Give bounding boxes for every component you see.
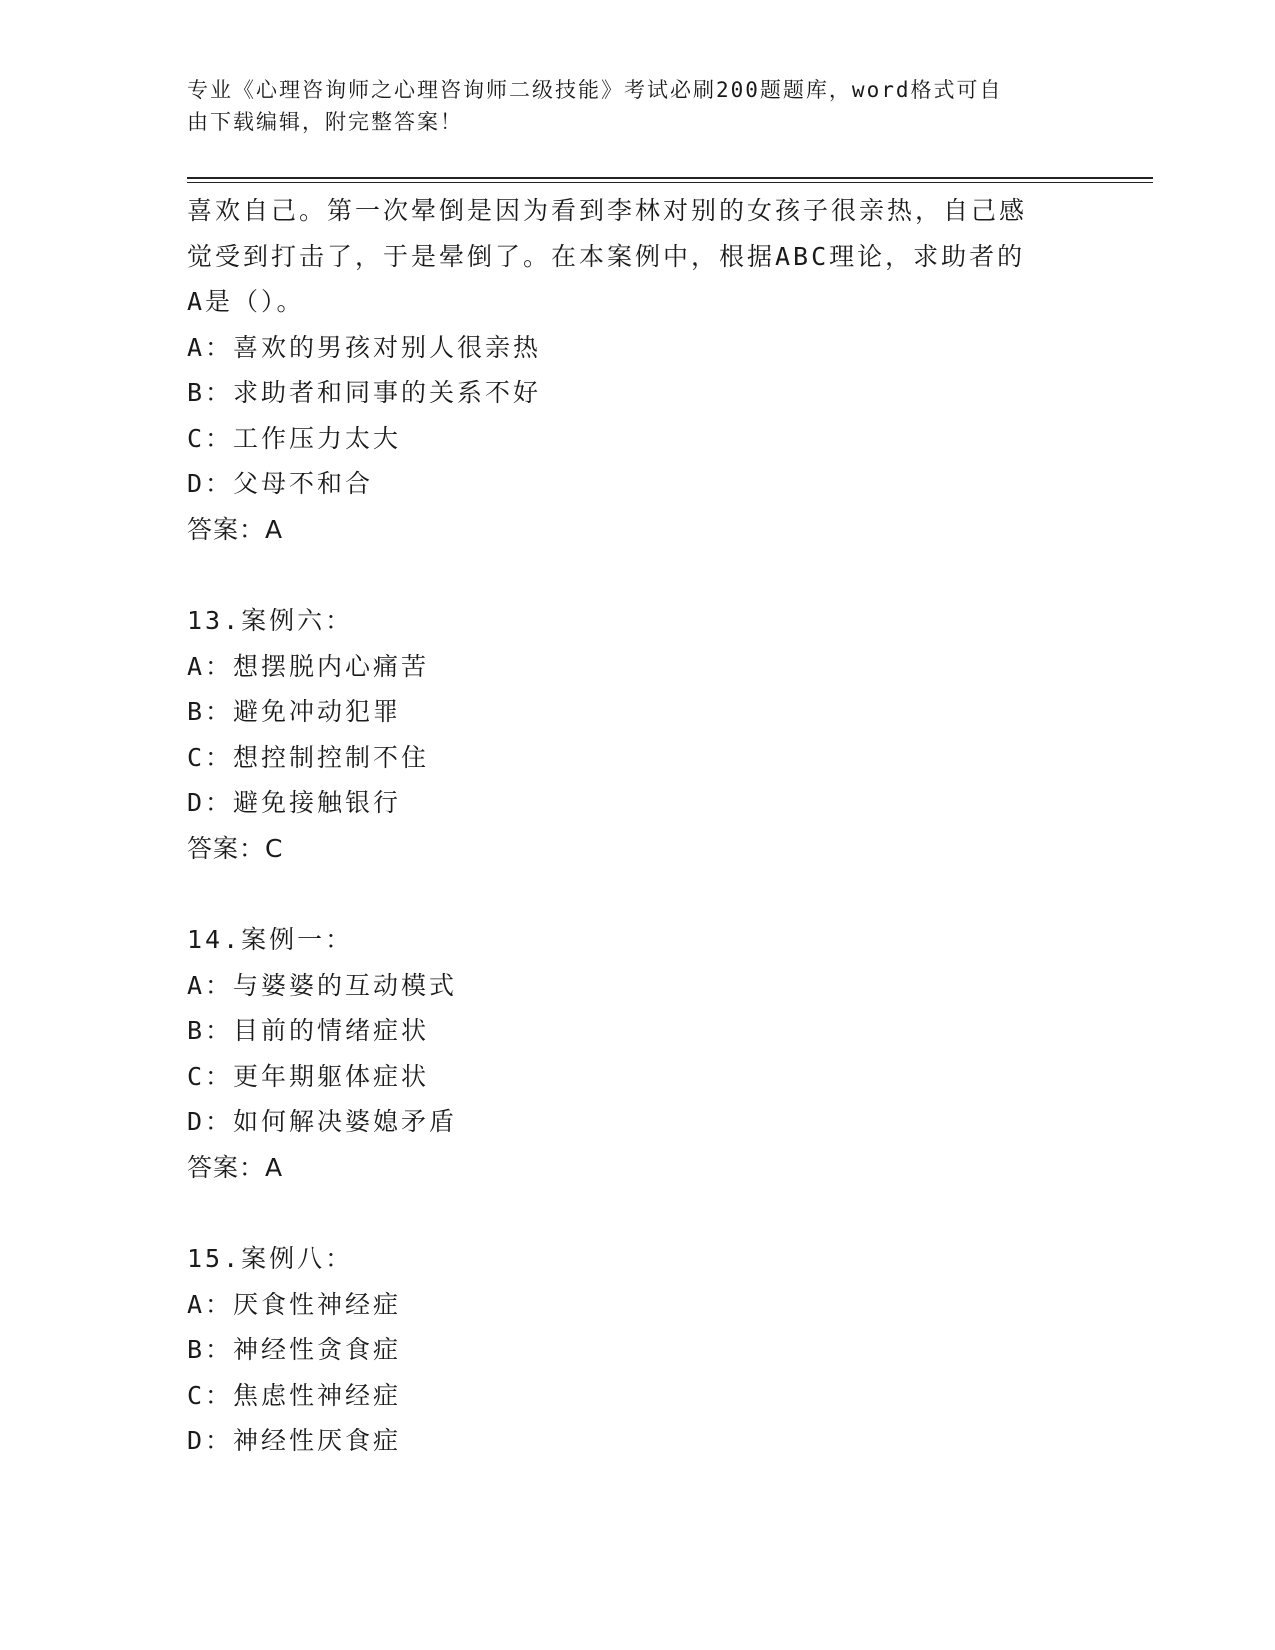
question-14 xyxy=(187,917,1087,1190)
header-line-1: 专业《心理咨询师之心理咨询师二级技能》考试必刷200题题库，word格式可自 xyxy=(187,78,1003,102)
option-b: B：避免冲动犯罪 xyxy=(187,697,402,726)
option-c: C：工作压力太大 xyxy=(187,423,402,453)
spacer xyxy=(187,871,1087,917)
question-title: 15.案例八： xyxy=(187,1244,354,1273)
answer-label: 答案：A xyxy=(187,1152,284,1182)
option-d: D：避免接触银行 xyxy=(187,788,402,817)
option-a: A：想摆脱内心痛苦 xyxy=(187,651,430,681)
option-c: C：焦虑性神经症 xyxy=(187,1380,402,1410)
question-stem-line: 觉受到打击了，于是晕倒了。在本案例中，根据ABC理论，求助者的 xyxy=(187,241,1026,271)
question-stem-line: A是（）。 xyxy=(187,287,305,316)
option-b: B：目前的情绪症状 xyxy=(187,1016,430,1045)
option-d: D：父母不和合 xyxy=(187,469,374,498)
header-line-2: 由下载编辑，附完整答案！ xyxy=(187,110,463,134)
option-a: A：厌食性神经症 xyxy=(187,1289,402,1319)
option-d: D：神经性厌食症 xyxy=(187,1426,402,1455)
option-b: B：求助者和同事的关系不好 xyxy=(187,378,542,407)
option-a: A：与婆婆的互动模式 xyxy=(187,970,458,1000)
option-c: C：想控制控制不住 xyxy=(187,742,430,772)
answer-label: 答案：C xyxy=(187,833,284,863)
question-title: 13.案例六： xyxy=(187,606,354,635)
option-a: A：喜欢的男孩对别人很亲热 xyxy=(187,332,542,362)
spacer xyxy=(187,1190,1087,1236)
answer-label: 答案：A xyxy=(187,514,284,544)
header-divider-thick xyxy=(187,177,1153,179)
question-13 xyxy=(187,598,1087,871)
spacer xyxy=(187,552,1087,598)
continued-question xyxy=(187,188,1087,552)
question-stem-line: 喜欢自己。第一次晕倒是因为看到李林对别的女孩子很亲热，自己感 xyxy=(187,196,1028,225)
document-header xyxy=(187,74,1067,138)
option-b: B：神经性贪食症 xyxy=(187,1335,402,1364)
question-15 xyxy=(187,1236,1087,1464)
question-content xyxy=(187,188,1087,1464)
option-d: D：如何解决婆媳矛盾 xyxy=(187,1107,458,1136)
question-title: 14.案例一： xyxy=(187,925,354,954)
header-divider-thin xyxy=(187,182,1153,183)
option-c: C：更年期躯体症状 xyxy=(187,1061,430,1091)
